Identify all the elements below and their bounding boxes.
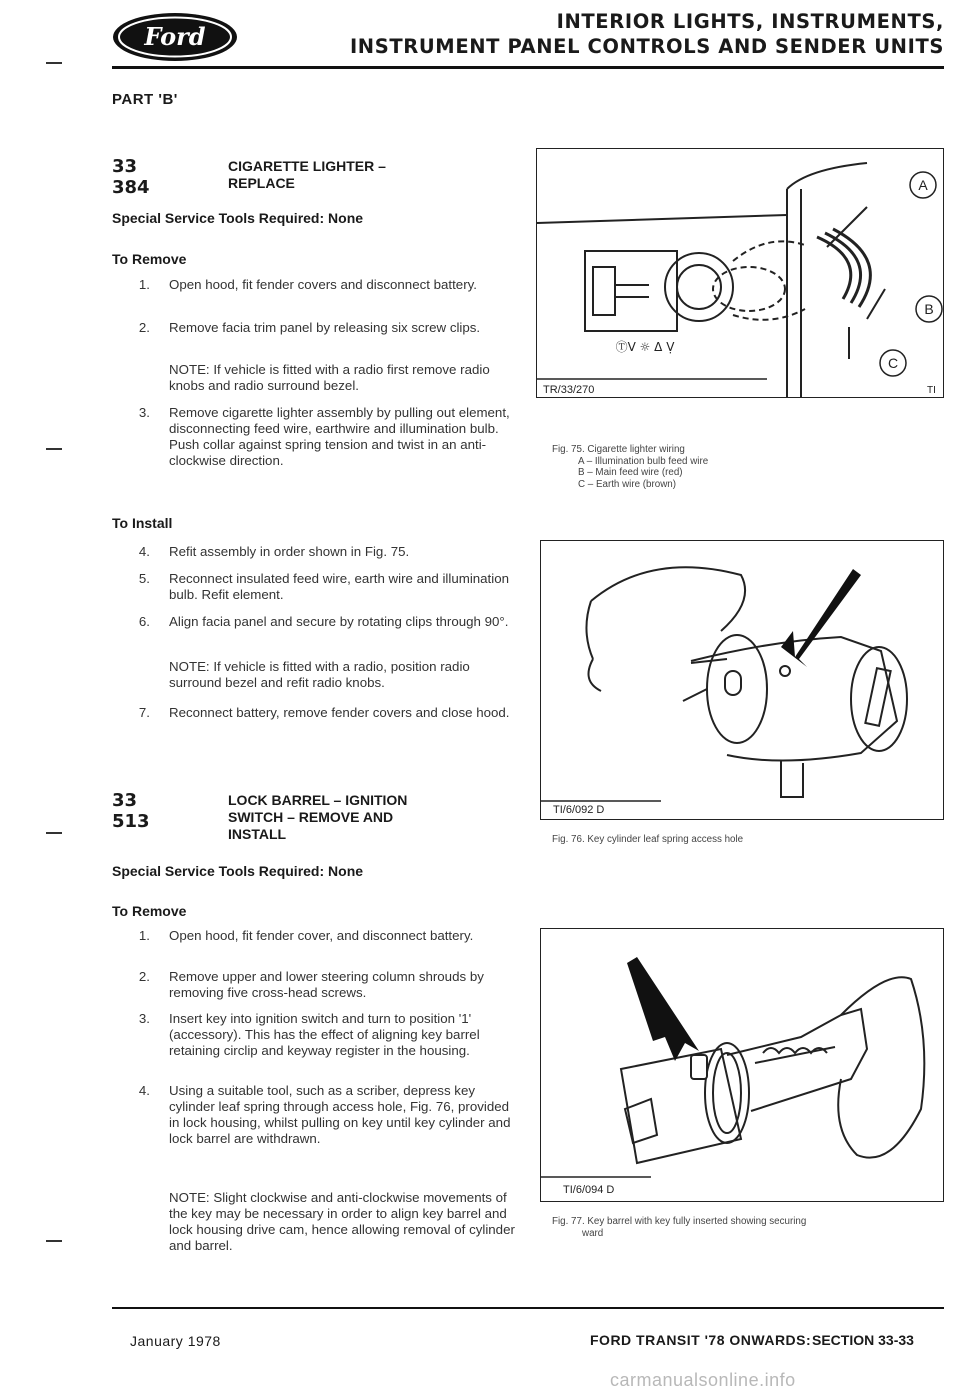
svg-text:C: C	[887, 355, 899, 371]
figure-ref: TR/33/270	[543, 384, 595, 396]
figure-75-caption: Fig. 75. Cigarette lighter wiring A – Illumination bulb feed wire B – Main feed wire (red) C – Earth wire (brown)	[552, 444, 709, 490]
callout-a	[910, 172, 936, 198]
pointer-arrow	[627, 957, 699, 1061]
part-label: PART 'B'	[112, 91, 178, 108]
header-title-line1: INTERIOR LIGHTS, INSTRUMENTS,	[556, 10, 944, 33]
header-title-line2: INSTRUMENT PANEL CONTROLS AND SENDER UNITS	[349, 35, 944, 58]
figure-77-key-barrel	[540, 928, 944, 1202]
to-remove-heading: To Remove	[112, 903, 187, 919]
key-barrel-illustration	[541, 929, 943, 1201]
margin-mark	[46, 832, 62, 834]
figure-76-key-cylinder	[540, 540, 944, 820]
securing-ward	[691, 1055, 707, 1079]
watermark: carmanualsonline.info	[610, 1370, 796, 1390]
header-rule	[112, 66, 944, 69]
cigarette-lighter-illustration	[537, 149, 943, 397]
section-title: CIGARETTE LIGHTER – REPLACE	[228, 158, 386, 191]
note-radio-install: NOTE: If vehicle is fitted with a radio, position radio surround bezel and refit radio knobs.	[169, 659, 470, 690]
margin-mark	[46, 1240, 62, 1242]
footer-title: FORD TRANSIT '78 ONWARDS:	[590, 1332, 812, 1348]
figure-ref: TI/6/094 D	[563, 1184, 615, 1196]
to-remove-heading: To Remove	[112, 251, 187, 267]
figure-77-caption: Fig. 77. Key barrel with key fully inserted showing securing ward	[552, 1216, 807, 1239]
key-cylinder-illustration	[541, 541, 943, 819]
to-install-heading: To Install	[112, 515, 173, 531]
footer-section: SECTION 33-33	[812, 1332, 914, 1348]
panel-symbols: ⓉV ☼ Δ Ṿ	[615, 340, 675, 354]
special-tools-line: Special Service Tools Required: None	[112, 863, 364, 879]
ford-oval-logo	[112, 12, 238, 62]
svg-text:A: A	[918, 177, 928, 193]
section-title: LOCK BARREL – IGNITION SWITCH – REMOVE AND INSTALL	[228, 792, 408, 842]
figure-76-caption: Fig. 76. Key cylinder leaf spring access hole	[552, 834, 744, 845]
margin-mark	[46, 62, 62, 64]
section-number: 33 384	[112, 156, 150, 198]
pointer-arrow	[781, 569, 861, 667]
callout-c	[880, 350, 906, 376]
note-radio-remove: NOTE: If vehicle is fitted with a radio first remove radio knobs and radio surround bezel.	[169, 362, 490, 393]
section-number: 33 513	[112, 790, 150, 832]
special-tools-line: Special Service Tools Required: None	[112, 210, 364, 226]
note-key-movement: NOTE: Slight clockwise and anti-clockwise movements of the key may be necessary in order to align key barrel and lock housing drive cam, hence allowing removal of cylinder and barrel.	[169, 1190, 515, 1253]
svg-text:Ford: Ford	[144, 22, 206, 51]
figure-ref: TI/6/092 D	[553, 804, 605, 816]
figure-75-cigarette-lighter-wiring	[536, 148, 944, 398]
margin-mark	[46, 448, 62, 450]
svg-text:B: B	[924, 301, 934, 317]
footer-rule	[112, 1307, 944, 1309]
footer-date: January 1978	[130, 1333, 221, 1349]
callout-b	[916, 296, 942, 322]
figure-mark: TI	[927, 385, 936, 396]
